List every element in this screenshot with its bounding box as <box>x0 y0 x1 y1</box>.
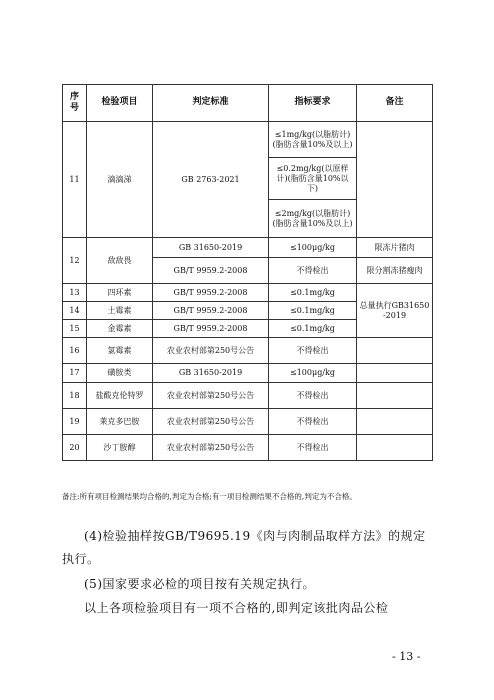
cell-remark <box>357 122 433 238</box>
cell-remark <box>357 383 433 409</box>
cell-remark: 总量执行GB31650-2019 <box>357 284 433 338</box>
cell-no: 19 <box>63 409 87 435</box>
cell-no: 12 <box>63 238 87 284</box>
table-header-row <box>63 85 433 122</box>
header-requirement: 指标要求 <box>269 85 357 122</box>
paragraph-sampling: (4)检验抽样按GB/T9695.19《肉与肉制品取样方法》的规定执行。 <box>62 529 426 566</box>
cell-item: 金霉素 <box>87 320 153 338</box>
cell-requirement: 不得检出 <box>269 258 357 284</box>
paragraph-mandatory-items: (5)国家要求必检的项目按有关规定执行。 <box>84 577 315 591</box>
cell-requirement: 不得检出 <box>269 383 357 409</box>
cell-standard: GB 31650-2019 <box>153 364 269 383</box>
header-item: 检验项目 <box>87 85 153 122</box>
cell-requirement: ≤100μg/kg <box>269 238 357 258</box>
cell-requirement: 不得检出 <box>269 435 357 461</box>
cell-no: 14 <box>63 302 87 320</box>
table-row <box>63 284 433 302</box>
table-row <box>63 238 433 258</box>
table-row <box>63 122 433 158</box>
header-standard: 判定标准 <box>153 85 269 122</box>
cell-remark <box>357 364 433 383</box>
cell-remark: 限冻片猪肉 <box>357 238 433 258</box>
page-number: - 13 - <box>392 650 421 663</box>
cell-remark <box>357 435 433 461</box>
cell-standard: 农业农村部第250号公告 <box>153 383 269 409</box>
header-serial: 序 号 <box>63 85 87 122</box>
table-row <box>63 435 433 461</box>
cell-no: 16 <box>63 338 87 364</box>
table-row <box>63 364 433 383</box>
inspection-table <box>62 84 433 461</box>
cell-requirement: ≤0.1mg/kg <box>269 302 357 320</box>
cell-item: 四环素 <box>87 284 153 302</box>
cell-requirement: 不得检出 <box>269 338 357 364</box>
table-note: 备注:所有项目检测结果均合格的,判定为合格;有一项目检测结果不合格的,判定为不合格。 <box>62 492 357 501</box>
cell-standard: GB/T 9959.2-2008 <box>153 320 269 338</box>
cell-requirement: ≤1mg/kg(以脂肪计)(脂肪含量10%及以上) <box>269 122 357 158</box>
cell-standard: GB 31650-2019 <box>153 238 269 258</box>
cell-item: 土霉素 <box>87 302 153 320</box>
cell-requirement: ≤100μg/kg <box>269 364 357 383</box>
cell-no: 20 <box>63 435 87 461</box>
cell-item: 沙丁胺醇 <box>87 435 153 461</box>
cell-no: 18 <box>63 383 87 409</box>
cell-standard: GB/T 9959.2-2008 <box>153 258 269 284</box>
table-row <box>63 338 433 364</box>
table-row <box>63 409 433 435</box>
cell-no: 11 <box>63 122 87 238</box>
cell-requirement: 不得检出 <box>269 409 357 435</box>
cell-standard: GB/T 9959.2-2008 <box>153 302 269 320</box>
cell-standard: GB/T 9959.2-2008 <box>153 284 269 302</box>
cell-remark <box>357 338 433 364</box>
cell-requirement: ≤0.1mg/kg <box>269 320 357 338</box>
cell-requirement: ≤2mg/kg(以脂肪计)(脂肪含量10%及以上) <box>269 200 357 238</box>
cell-standard: 农业农村部第250号公告 <box>153 409 269 435</box>
cell-item: 滴滴涕 <box>87 122 153 238</box>
cell-requirement: ≤0.1mg/kg <box>269 284 357 302</box>
cell-requirement: ≤0.2mg/kg(以原样计)(脂肪含量10%以下) <box>269 158 357 200</box>
table-row <box>63 383 433 409</box>
cell-remark: 限分割冻猪瘦肉 <box>357 258 433 284</box>
cell-standard: 农业农村部第250号公告 <box>153 338 269 364</box>
cell-item: 敌敌畏 <box>87 238 153 284</box>
cell-item: 氯霉素 <box>87 338 153 364</box>
cell-no: 17 <box>63 364 87 383</box>
cell-standard: 农业农村部第250号公告 <box>153 435 269 461</box>
cell-item: 盐酸克伦特罗 <box>87 383 153 409</box>
cell-no: 13 <box>63 284 87 302</box>
cell-item: 磺胺类 <box>87 364 153 383</box>
header-remark: 备注 <box>357 85 433 122</box>
paragraph-judgement: 以上各项检验项目有一项不合格的,即判定该批肉品公检 <box>84 601 389 615</box>
cell-item: 莱克多巴胺 <box>87 409 153 435</box>
cell-remark <box>357 409 433 435</box>
cell-standard: GB 2763-2021 <box>153 122 269 238</box>
cell-no: 15 <box>63 320 87 338</box>
